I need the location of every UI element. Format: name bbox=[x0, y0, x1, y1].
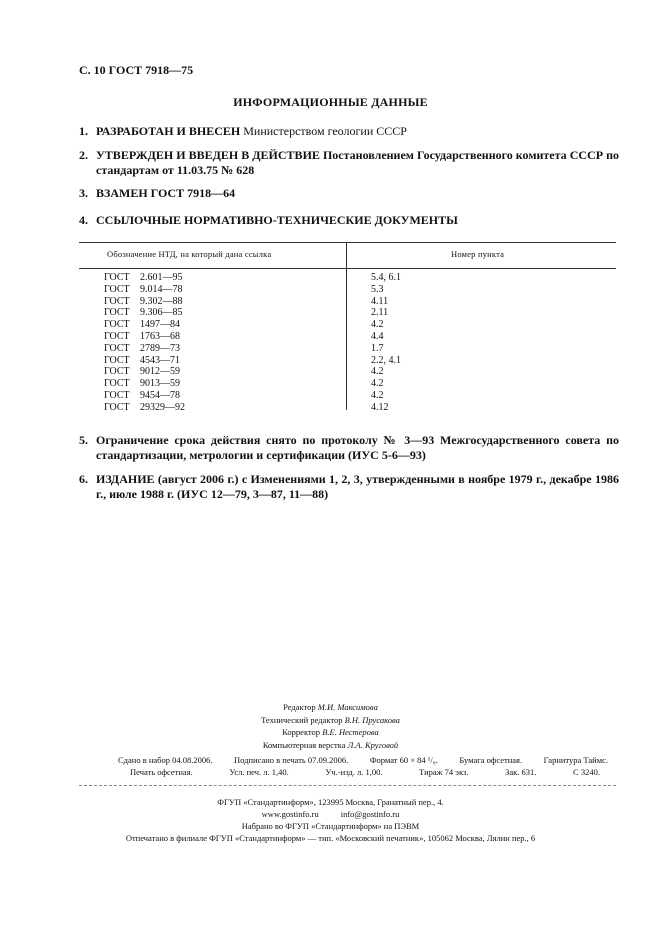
imprint-line-1 bbox=[118, 754, 608, 766]
item-number: 6. bbox=[79, 472, 88, 486]
publisher-email[interactable]: info@gostinfo.ru bbox=[340, 809, 400, 819]
table-row-item: 2.11 bbox=[371, 307, 389, 319]
document-prefix: ГОСТ bbox=[104, 295, 130, 307]
item-heading: УТВЕРЖДЕН И ВВЕДЕН В ДЕЙСТВИЕ bbox=[96, 148, 320, 162]
publisher-block bbox=[0, 796, 661, 844]
item-number: 3. bbox=[79, 186, 88, 200]
item-text: Ограничение срока действия снято по протоколу № 3—93 Межгосударственного совета по стандартизации, метрологии и сертификации (ИУС 5-6—93) bbox=[96, 433, 619, 462]
table-row-document bbox=[104, 390, 185, 402]
list-item-1 bbox=[79, 124, 619, 139]
item-text: ИЗДАНИЕ (август 2006 г.) с Изменениями 1, 2, 3, утвержденными в ноябре 1979 г., декабре 1986 г., июле 1988 г. (ИУС 12—79, 3—87, 11—88) bbox=[96, 472, 619, 501]
table-header-document: Обозначение НТД, на который дана ссылка bbox=[107, 249, 272, 259]
table-row-item: 4.2 bbox=[371, 378, 384, 390]
imprint-field: Гарнитура Таймс. bbox=[543, 755, 608, 765]
credit-editor bbox=[0, 701, 661, 714]
imprint-line-2 bbox=[118, 766, 608, 778]
table-row-item: 4.2 bbox=[371, 366, 384, 378]
imprint-field: Усл. печ. л. 1,40. bbox=[229, 767, 289, 777]
document-prefix: ГОСТ bbox=[104, 366, 130, 378]
item-heading: ВЗАМЕН ГОСТ 7918—64 bbox=[96, 186, 236, 200]
publisher-printed: Отпечатано в филиале ФГУП «Стандартинформ» — тип. «Московский печатник», 105062 Москва, Лялин пер., 6 bbox=[125, 833, 536, 843]
document-prefix: ГОСТ bbox=[104, 389, 130, 401]
table-row-item: 5.3 bbox=[371, 283, 384, 295]
divider bbox=[79, 785, 616, 786]
credit-name: В.Н. Прусакова bbox=[344, 714, 400, 725]
list-item-6 bbox=[79, 472, 619, 502]
item-text: Министерством геологии СССР bbox=[240, 124, 407, 138]
document-prefix: ГОСТ bbox=[104, 342, 130, 354]
publisher-address: ФГУП «Стандартинформ», 123995 Москва, Гранатный пер., 4. bbox=[217, 797, 444, 807]
imprint-field: Зак. 631. bbox=[505, 767, 537, 777]
table-row-item: 2.2, 4.1 bbox=[371, 354, 401, 366]
credit-layout bbox=[0, 739, 661, 752]
document-code: 9.014—78 bbox=[140, 283, 183, 295]
table-row-item: 4.12 bbox=[371, 401, 389, 413]
credit-name: Л.А. Круговой bbox=[347, 739, 399, 750]
table-row-item: 4.2 bbox=[371, 389, 384, 401]
table-row-document bbox=[104, 402, 185, 414]
table-row-document bbox=[104, 378, 185, 390]
table-row-item: 5.4, 6.1 bbox=[371, 272, 401, 283]
imprint-field: Сдано в набор 04.08.2006. bbox=[118, 755, 213, 765]
imprint-field: С 3240. bbox=[573, 767, 600, 777]
credit-role: Технический редактор bbox=[261, 714, 343, 725]
document-code: 2.601—95 bbox=[140, 272, 183, 283]
credit-proofreader bbox=[0, 726, 661, 739]
table-column-divider bbox=[346, 242, 347, 410]
imprint-field: Тираж 74 экз. bbox=[419, 767, 469, 777]
imprint-field: Печать офсетная. bbox=[130, 767, 193, 777]
table-row-document bbox=[104, 366, 185, 378]
table-row-item: 4.4 bbox=[371, 330, 384, 342]
document-code: 1763—68 bbox=[140, 330, 180, 342]
list-item-4 bbox=[79, 213, 619, 228]
table-column-items bbox=[371, 272, 401, 414]
document-code: 2789—73 bbox=[140, 342, 180, 354]
document-code: 29329—92 bbox=[140, 401, 185, 413]
document-code: 9454—78 bbox=[140, 389, 180, 401]
imprint-field: Бумага офсетная. bbox=[459, 755, 523, 765]
table-column-documents bbox=[104, 272, 185, 414]
document-code: 9012—59 bbox=[140, 366, 180, 378]
list-item-2 bbox=[79, 148, 619, 178]
item-text: Постановлением Государственного комитета СССР по стандартам от 11.03.75 № 628 bbox=[96, 148, 620, 177]
table-row-document bbox=[104, 319, 185, 331]
document-prefix: ГОСТ bbox=[104, 272, 130, 283]
publisher-contacts bbox=[0, 808, 661, 820]
credit-name: М.И. Максимова bbox=[317, 702, 378, 712]
publisher-website[interactable]: www.gostinfo.ru bbox=[261, 809, 319, 819]
credit-tech-editor bbox=[0, 714, 661, 727]
page-title: ИНФОРМАЦИОННЫЕ ДАННЫЕ bbox=[233, 95, 428, 109]
document-prefix: ГОСТ bbox=[104, 330, 130, 342]
table-row-item: 4.2 bbox=[371, 319, 384, 331]
document-code: 1497—84 bbox=[140, 319, 180, 331]
publisher-typeset: Набрано во ФГУП «Стандартинформ» на ПЭВМ bbox=[241, 821, 420, 831]
table-header-item: Номер пункта bbox=[451, 249, 505, 259]
document-prefix: ГОСТ bbox=[104, 378, 130, 390]
item-number: 1. bbox=[79, 124, 88, 138]
list-item-5 bbox=[79, 433, 619, 463]
table-row-document bbox=[104, 296, 185, 308]
table-top-rule bbox=[79, 242, 616, 243]
document-prefix: ГОСТ bbox=[104, 354, 130, 366]
table-row-document bbox=[104, 355, 185, 367]
document-prefix: ГОСТ bbox=[104, 283, 130, 295]
credit-role: Корректор bbox=[282, 727, 321, 737]
table-row-document bbox=[104, 307, 185, 319]
item-number: 4. bbox=[79, 213, 88, 227]
credit-name: В.Е. Нестерова bbox=[322, 727, 379, 737]
document-code: 9.302—88 bbox=[140, 295, 183, 307]
document-code: 9.306—85 bbox=[140, 307, 183, 319]
table-row-document bbox=[104, 284, 185, 296]
document-prefix: ГОСТ bbox=[104, 307, 130, 319]
list-item-3 bbox=[79, 186, 619, 201]
imprint-block bbox=[118, 754, 608, 778]
imprint-field: Уч.-изд. л. 1,00. bbox=[325, 767, 383, 777]
document-prefix: ГОСТ bbox=[104, 401, 130, 413]
item-heading: РАЗРАБОТАН И ВНЕСЕН bbox=[96, 124, 241, 138]
page-header: С. 10 ГОСТ 7918—75 bbox=[79, 63, 194, 77]
table-row-item: 1.7 bbox=[371, 342, 384, 354]
item-number: 5. bbox=[79, 433, 88, 447]
references-table bbox=[79, 242, 616, 413]
document-prefix: ГОСТ bbox=[104, 319, 130, 331]
table-row-item: 4.11 bbox=[371, 295, 389, 307]
item-number: 2. bbox=[79, 148, 88, 162]
credits-block bbox=[0, 701, 661, 751]
table-row-document bbox=[104, 343, 185, 355]
table-row-document bbox=[104, 272, 185, 284]
credit-role: Компьютерная верстка bbox=[262, 739, 346, 750]
credit-role: Редактор bbox=[283, 702, 316, 712]
imprint-field: Подписано в печать 07.09.2006. bbox=[234, 755, 349, 765]
table-row-document bbox=[104, 331, 185, 343]
document-code: 4543—71 bbox=[140, 354, 180, 366]
imprint-field: Формат 60 × 84 ¹/₈. bbox=[369, 755, 438, 765]
table-header-rule bbox=[79, 268, 616, 269]
document-code: 9013—59 bbox=[140, 378, 180, 390]
item-heading: ССЫЛОЧНЫЕ НОРМАТИВНО-ТЕХНИЧЕСКИЕ ДОКУМЕНТЫ bbox=[96, 213, 458, 227]
